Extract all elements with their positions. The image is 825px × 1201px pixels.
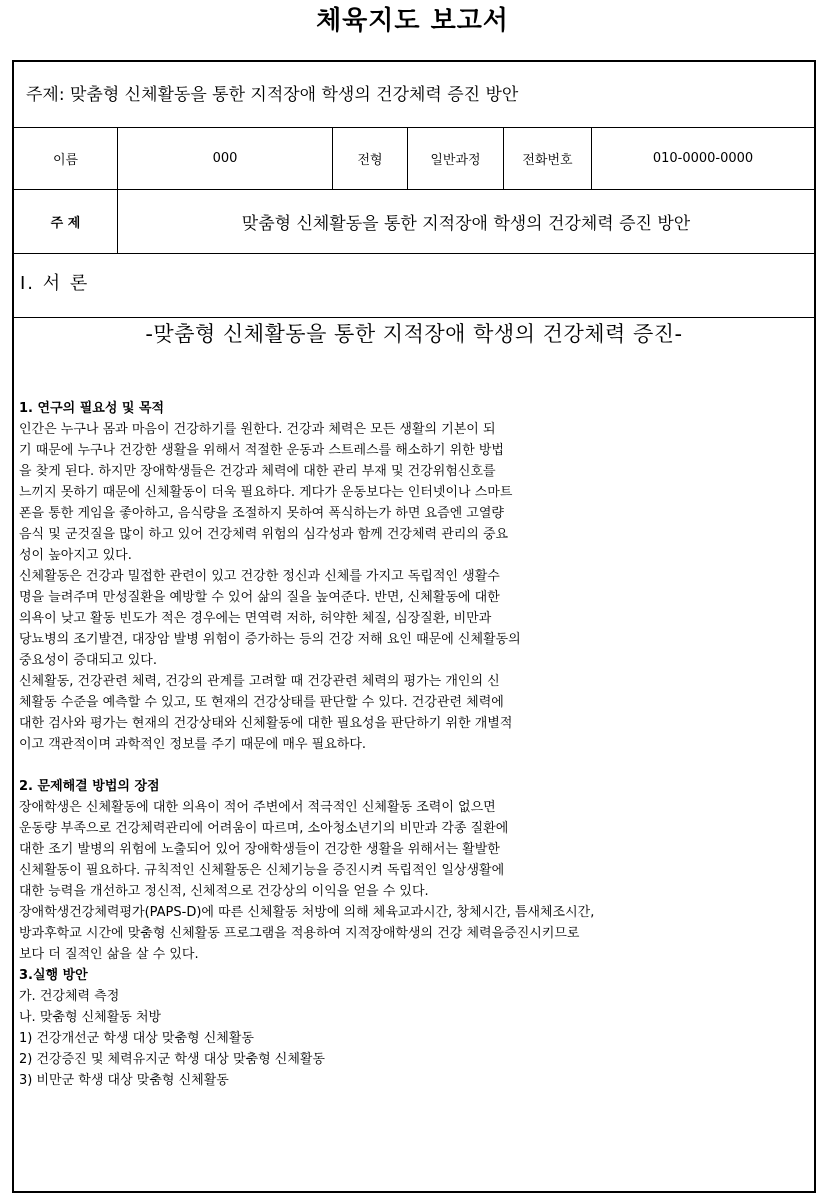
subject-row — [14, 62, 814, 128]
paragraph-line: 느끼지 못하기 때문에 신체활동이 더욱 필요하다. 게다가 운동보다는 인터넷이나 스마트 — [19, 485, 513, 500]
paragraph-line: 폰을 통한 게임을 좋아하고, 음식량을 조절하지 못하여 폭식하는가 하면 요즘엔 고열량 — [19, 506, 504, 521]
section-1-title: 1. 연구의 필요성 및 목적 — [19, 401, 165, 416]
section-2-paragraphs — [19, 797, 809, 965]
paragraph-line: 보다 더 질적인 삶을 살 수 있다. — [19, 947, 199, 962]
report-frame — [12, 60, 816, 1193]
paragraph-line: 대한 능력을 개선하고 정신적, 신체적으로 건강상의 이익을 얻을 수 있다. — [19, 884, 429, 899]
paragraph-line: 장애학생은 신체활동에 대한 의욕이 적어 주변에서 적극적인 신체활동 조력이 없으면 — [19, 800, 496, 815]
main-heading: -맞춤형 신체활동을 통한 지적장애 학생의 건강체력 증진- — [145, 322, 683, 346]
section-1-paragraphs — [19, 419, 809, 755]
spacer — [19, 755, 809, 776]
paragraph-line: 장애학생건강체력평가(PAPS-D)에 따른 신체활동 처방에 의해 체육교과시간, 창체시간, 틈새체조시간, — [19, 905, 595, 920]
name-value: 000 — [212, 151, 238, 166]
document-title: 체육지도 보고서 — [316, 6, 509, 36]
topic-value: 맞춤형 신체활동을 통한 지적장애 학생의 건강체력 증진 방안 — [241, 214, 691, 234]
paragraph-line: 을 찾게 된다. 하지만 장애학생들은 건강과 체력에 대한 관리 부재 및 건강위험신호를 — [19, 464, 496, 479]
paragraph-line: 대한 검사와 평가는 현재의 건강상태와 신체활동에 대한 필요성을 판단하기 위한 개별적 — [19, 716, 513, 731]
type-label: 전형 — [357, 153, 383, 168]
topic-row — [14, 190, 814, 254]
paragraph-line: 이고 객관적이며 과학적인 정보를 주기 때문에 매우 필요하다. — [19, 737, 367, 752]
paragraph-line: 인간은 누구나 몸과 마음이 건강하기를 원한다. 건강과 체력은 모든 생활의 기본이 되 — [19, 422, 496, 437]
paragraph-line: 기 때문에 누구나 건강한 생활을 위해서 적절한 운동과 스트레스를 해소하기 위한 방법 — [19, 443, 504, 458]
paragraph-line: 의욕이 낮고 활동 빈도가 적은 경우에는 면역력 저하, 허약한 체질, 심장질환, 비만과 — [19, 611, 492, 626]
name-label: 이름 — [52, 153, 79, 168]
paragraph-line: 중요성이 증대되고 있다. — [19, 653, 157, 668]
info-row — [14, 128, 814, 190]
type-value: 일반과정 — [430, 153, 481, 168]
phone-value: 010-0000-0000 — [652, 151, 754, 166]
paragraph-line: 성이 높아지고 있다. — [19, 548, 132, 563]
list-item: 가. 건강체력 측정 — [19, 989, 120, 1004]
list-item: 2) 건강증진 및 체력유지군 학생 대상 맞춤형 신체활동 — [19, 1052, 325, 1067]
section-row — [14, 254, 814, 318]
paragraph-line: 방과후학교 시간에 맞춤형 신체활동 프로그램을 적용하여 지적장애학생의 건강 체력을증진시키므로 — [19, 926, 580, 941]
report-content — [19, 398, 809, 1091]
paragraph-line: 신체활동이 필요하다. 규칙적인 신체활동은 신체기능을 증진시켜 독립적인 일상생활에 — [19, 863, 505, 878]
paragraph-line: 명을 늘려주며 만성질환을 예방할 수 있어 삶의 질을 높여준다. 반면, 신체활동에 대한 — [19, 590, 500, 605]
section-2-title: 2. 문제해결 방법의 장점 — [19, 779, 160, 794]
phone-label: 전화번호 — [522, 153, 573, 168]
subject-line: 주제: 맞춤형 신체활동을 통한 지적장애 학생의 건강체력 증진 방안 — [26, 85, 519, 105]
section-title: Ⅰ. 서 론 — [20, 273, 90, 294]
paragraph-line: 신체활동은 건강과 밀접한 관련이 있고 건강한 정신과 신체를 가지고 독립적인 생활수 — [19, 569, 500, 584]
paragraph-line: 신체활동, 건강관련 체력, 건강의 관계를 고려할 때 건강관련 체력의 평가는 개인의 신 — [19, 674, 500, 689]
paragraph-line: 음식 및 군것질을 많이 하고 있어 건강체력 위험의 심각성과 함께 건강체력 관리의 중요 — [19, 527, 509, 542]
paragraph-line: 대한 조기 발병의 위험에 노출되어 있어 장애학생들이 건강한 생활을 위해서는 활발한 — [19, 842, 500, 857]
paragraph-line: 당뇨병의 조기발견, 대장암 발병 위험이 증가하는 등의 건강 저해 요인 때문에 신체활동의 — [19, 632, 521, 647]
list-item: 3) 비만군 학생 대상 맞춤형 신체활동 — [19, 1073, 229, 1088]
section-3-title: 3.실행 방안 — [19, 968, 88, 983]
paragraph-line: 운동량 부족으로 건강체력관리에 어려움이 따르며, 소아청소년기의 비만과 각종 질환에 — [19, 821, 509, 836]
topic-label: 주 제 — [50, 216, 81, 231]
list-item: 1) 건강개선군 학생 대상 맞춤형 신체활동 — [19, 1031, 254, 1046]
list-item: 나. 맞춤형 신체활동 처방 — [19, 1010, 162, 1025]
section-3-items — [19, 986, 809, 1091]
paragraph-line: 체활동 수준을 예측할 수 있고, 또 현재의 건강상태를 판단할 수 있다. 건강관련 체력에 — [19, 695, 504, 710]
